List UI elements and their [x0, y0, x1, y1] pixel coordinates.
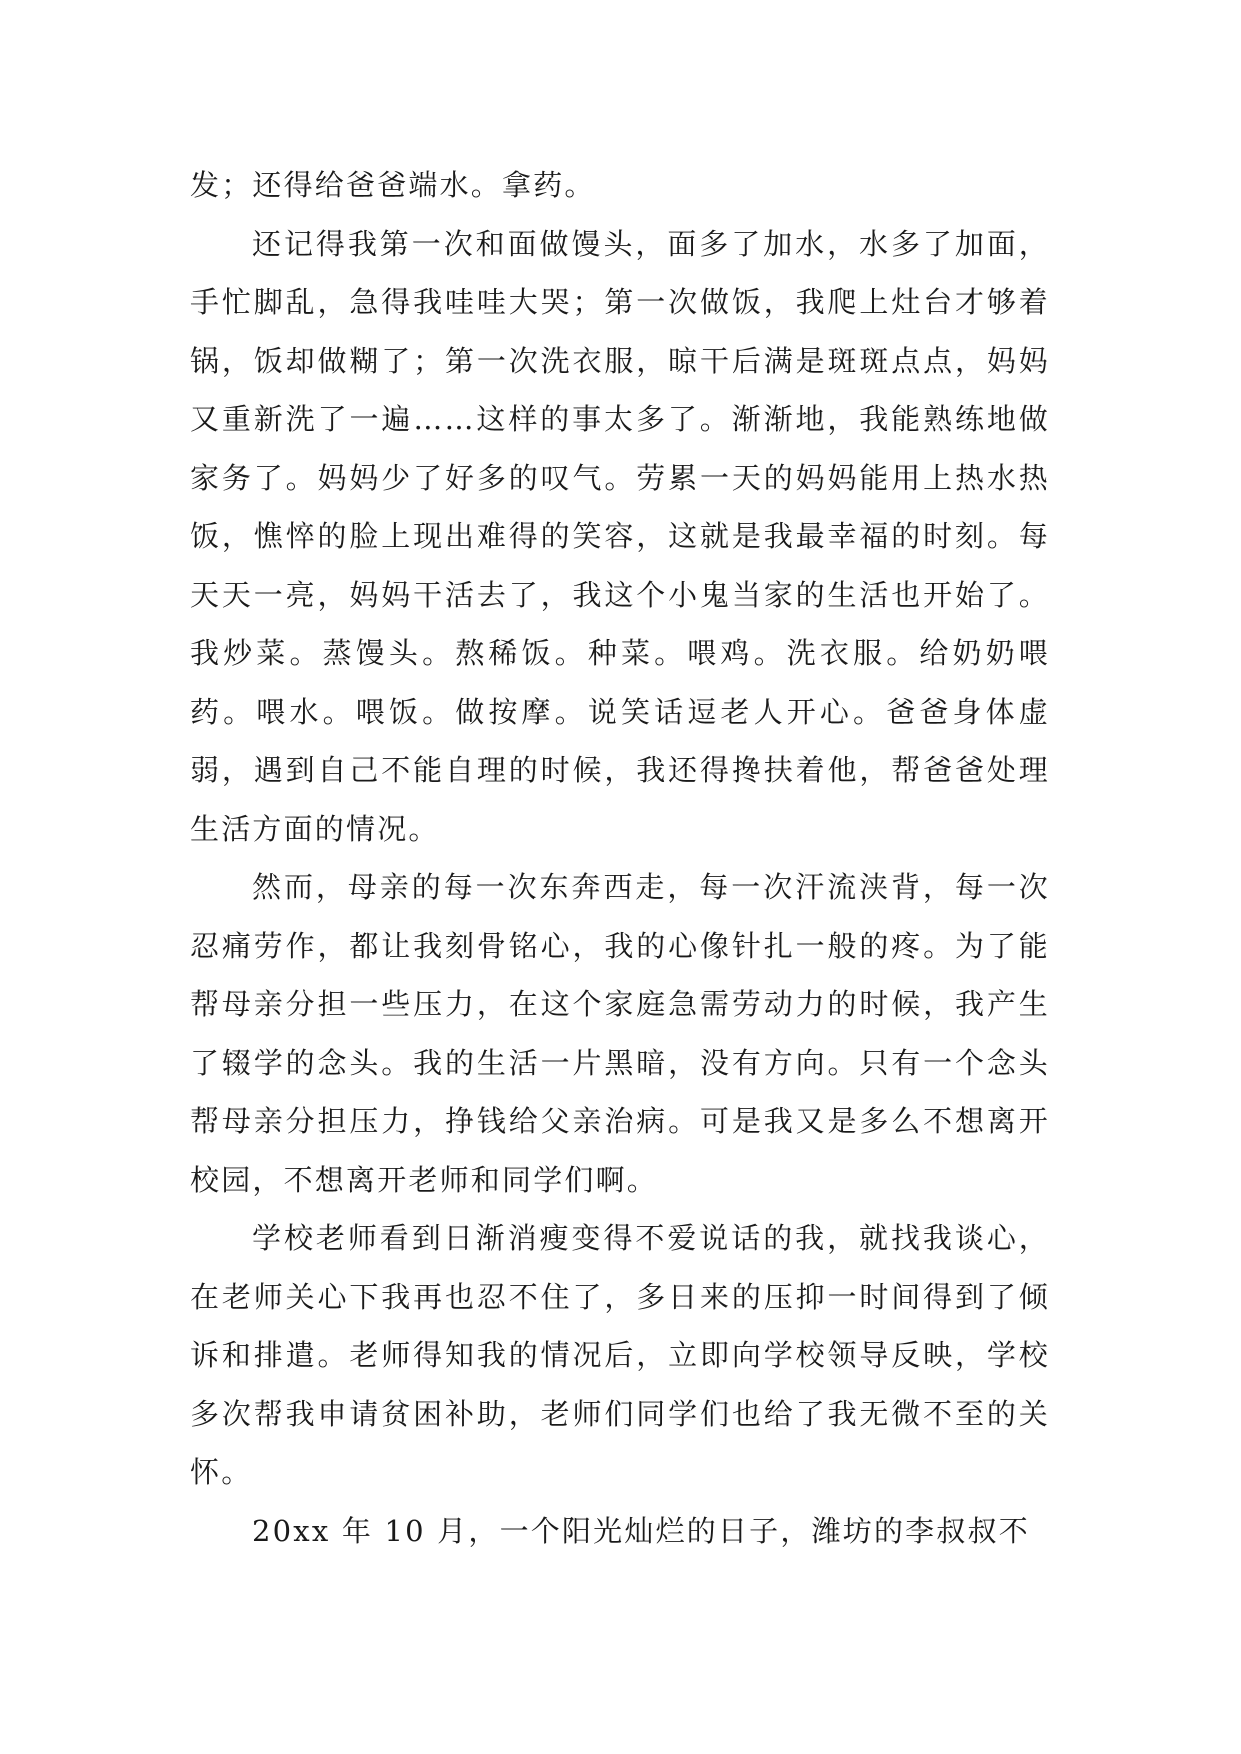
paragraph-continuation: 发；还得给爸爸端水。拿药。 [190, 168, 596, 202]
paragraph-chores: 还记得我第一次和面做馒头，面多了加水，水多了加面，手忙脚乱，急得我哇哇大哭；第一次做饭，我爬上灶台才够着锅，饭却做糊了；第一次洗衣服，晾干后满是斑斑点点，妈妈又重新洗了一遍……这样的事太多了。渐渐地，我能熟练地做家务了。妈妈少了好多的叹气。劳累一天的妈妈能用上热水热饭，憔悴的脸上现出难得的笑容，这就是我最幸福的时刻。每天天一亮，妈妈干活去了，我这个小鬼当家的生活也开始了。我炒菜。蒸馒头。熬稀饭。种菜。喂鸡。洗衣服。给奶奶喂药。喂水。喂饭。做按摩。说笑话逗老人开心。爸爸身体虚弱，遇到自己不能自理的时候，我还得搀扶着他，帮爸爸处理生活方面的情况。 [190, 226, 1050, 846]
paragraph-mother: 然而，母亲的每一次东奔西走，每一次汗流浃背，每一次忍痛劳作，都让我刻骨铭心，我的心像针扎一般的疼。为了能帮母亲分担一些压力，在这个家庭急需劳动力的时候，我产生了辍学的念头。我的生活一片黑暗，没有方向。只有一个念头帮母亲分担压力，挣钱给父亲治病。可是我又是多么不想离开校园，不想离开老师和同学们啊。 [190, 870, 1050, 1197]
document-body [190, 156, 1050, 1560]
paragraph-teacher: 学校老师看到日渐消瘦变得不爱说话的我，就找我谈心，在老师关心下我再也忍不住了，多日来的压抑一时间得到了倾诉和排遣。老师得知我的情况后，立即向学校领导反映，学校多次帮我申请贫困补助，老师们同学们也给了我无微不至的关怀。 [190, 1221, 1050, 1489]
paragraph-october: 20xx 年 10 月，一个阳光灿烂的日子，潍坊的李叔叔不 [252, 1513, 1030, 1548]
